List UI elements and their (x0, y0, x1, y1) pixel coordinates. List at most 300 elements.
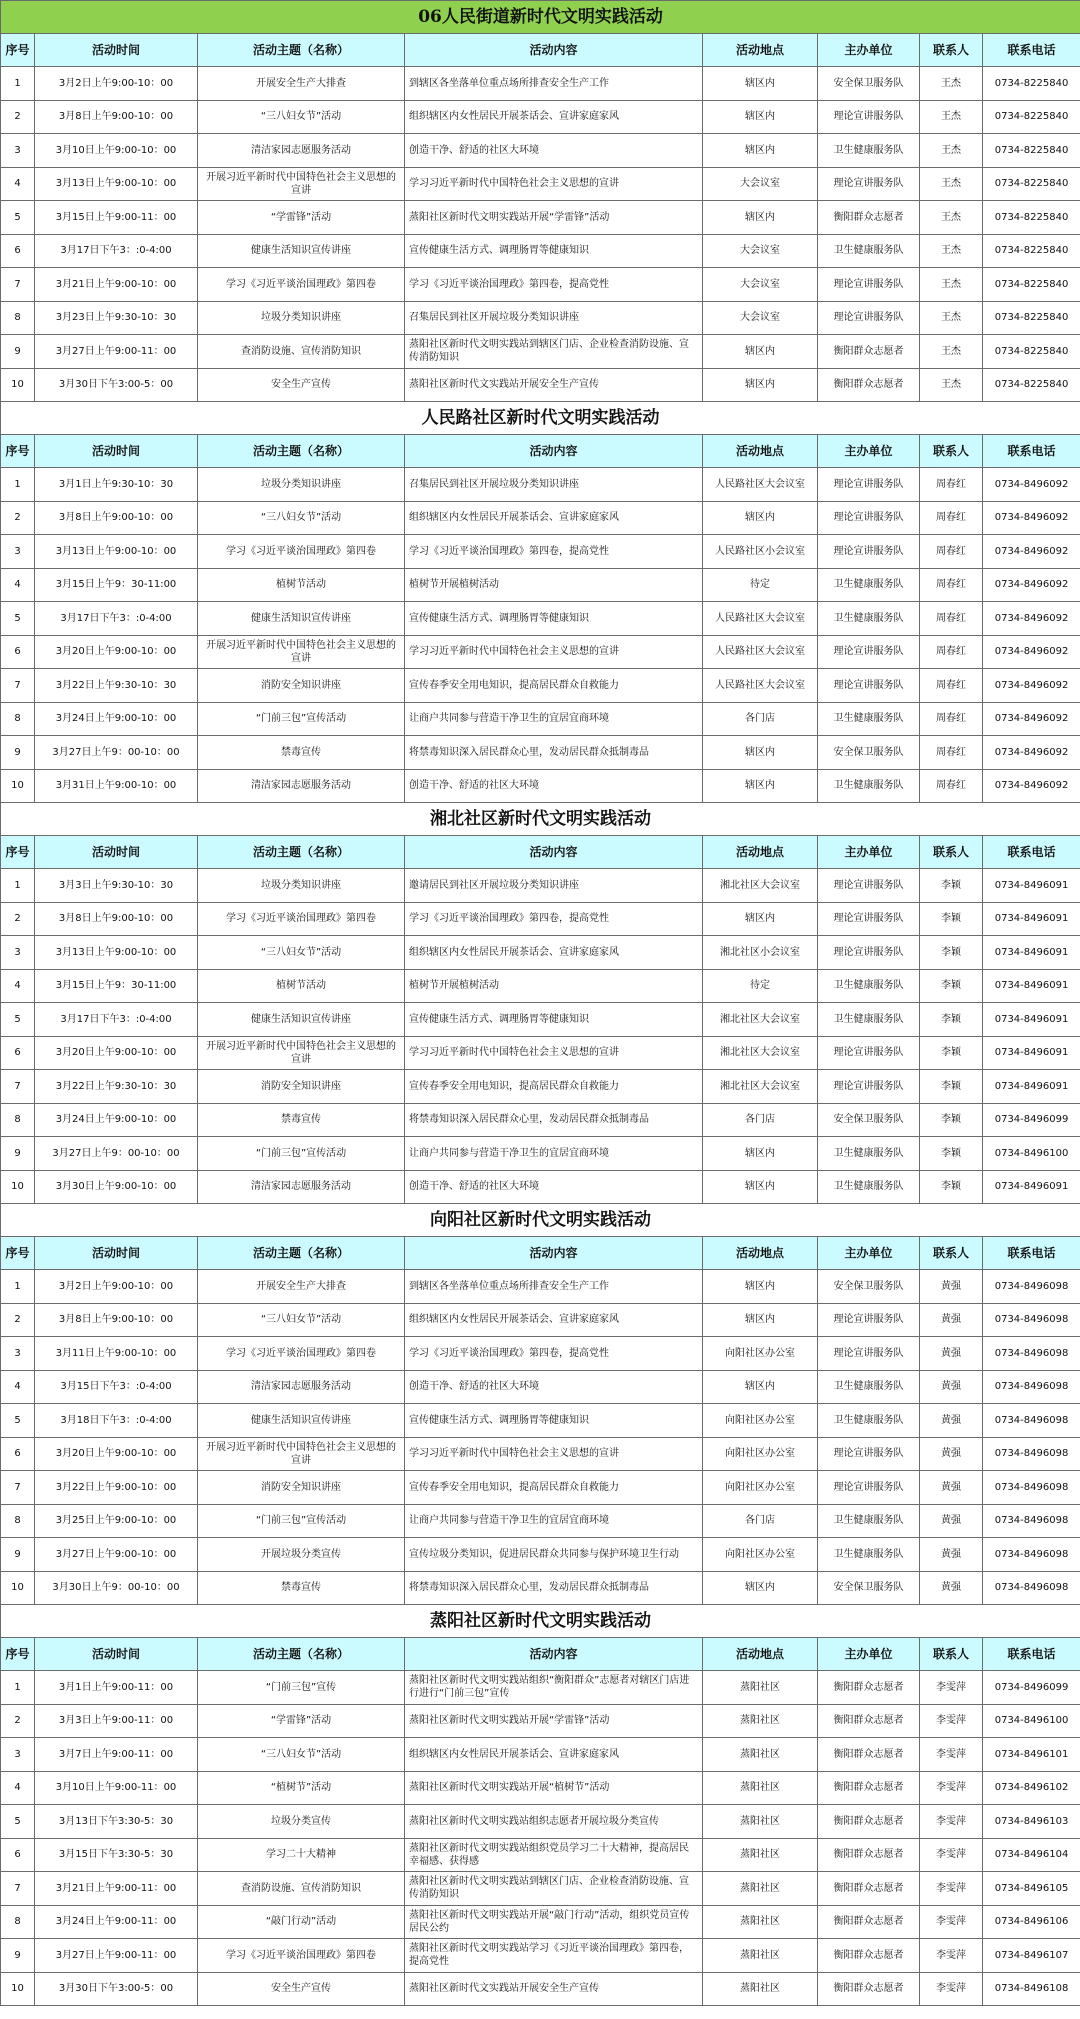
location-cell: 人民路社区大会议室 (703, 602, 818, 636)
header-phone: 联系电话 (983, 1237, 1080, 1270)
theme-cell: 健康生活知识宣传讲座 (198, 1404, 405, 1438)
content-cell: 到辖区各坐落单位重点场所排查安全生产工作 (405, 1270, 703, 1304)
table-row (1, 201, 1080, 235)
header-location: 活动地点 (703, 435, 818, 468)
time-cell: 3月8日上午9:00-10：00 (35, 501, 198, 535)
time-cell: 3月17日下午3：:0-4:00 (35, 602, 198, 636)
phone-cell: 0734-8496092 (983, 602, 1080, 636)
contact-cell: 王杰 (920, 234, 983, 268)
time-cell: 3月23日上午9:30-10：30 (35, 301, 198, 335)
location-cell: 蒸阳社区 (703, 1939, 818, 1973)
seq-cell: 1 (1, 67, 35, 101)
phone-cell: 0734-8496098 (983, 1504, 1080, 1538)
column-header-row (1, 836, 1080, 869)
time-cell: 3月1日上午9:00-11：00 (35, 1671, 198, 1705)
theme-cell: “三八妇女节”活动 (198, 1738, 405, 1772)
header-time: 活动时间 (35, 1638, 198, 1671)
table-row (1, 1036, 1080, 1070)
phone-cell: 0734-8496098 (983, 1538, 1080, 1572)
table-row (1, 1370, 1080, 1404)
location-cell: 辖区内 (703, 1170, 818, 1204)
seq-cell: 4 (1, 568, 35, 602)
contact-cell: 黄强 (920, 1270, 983, 1304)
time-cell: 3月30日下午3:00-5：00 (35, 1972, 198, 2006)
seq-cell: 2 (1, 501, 35, 535)
phone-cell: 0734-8496098 (983, 1370, 1080, 1404)
theme-cell: 健康生活知识宣传讲座 (198, 602, 405, 636)
header-organizer: 主办单位 (818, 34, 920, 67)
table-row (1, 1538, 1080, 1572)
phone-cell: 0734-8496107 (983, 1939, 1080, 1973)
theme-cell: 安全生产宣传 (198, 368, 405, 402)
seq-cell: 2 (1, 100, 35, 134)
organizer-cell: 安全保卫服务队 (818, 67, 920, 101)
header-contact: 联系人 (920, 1237, 983, 1270)
time-cell: 3月13日上午9:00-10：00 (35, 167, 198, 201)
location-cell: 向阳社区办公室 (703, 1337, 818, 1371)
time-cell: 3月27日上午9:00-10：00 (35, 1538, 198, 1572)
phone-cell: 0734-8225840 (983, 134, 1080, 168)
seq-cell: 8 (1, 1905, 35, 1939)
header-content: 活动内容 (405, 1237, 703, 1270)
phone-cell: 0734-8496091 (983, 869, 1080, 903)
contact-cell: 王杰 (920, 268, 983, 302)
location-cell: 蒸阳社区 (703, 1905, 818, 1939)
header-contact: 联系人 (920, 34, 983, 67)
table-row (1, 869, 1080, 903)
organizer-cell: 理论宣讲服务队 (818, 301, 920, 335)
theme-cell: 禁毒宣传 (198, 1103, 405, 1137)
time-cell: 3月2日上午9:00-10：00 (35, 67, 198, 101)
contact-cell: 王杰 (920, 167, 983, 201)
seq-cell: 10 (1, 1571, 35, 1605)
phone-cell: 0734-8496098 (983, 1471, 1080, 1505)
seq-cell: 3 (1, 1738, 35, 1772)
time-cell: 3月27日上午9：00-10：00 (35, 1137, 198, 1171)
theme-cell: 开展习近平新时代中国特色社会主义思想的宣讲 (198, 1036, 405, 1070)
header-theme: 活动主题（名称） (198, 836, 405, 869)
content-cell: 让商户共同参与营造干净卫生的宜居宜商环境 (405, 702, 703, 736)
time-cell: 3月13日上午9:00-10：00 (35, 936, 198, 970)
location-cell: 辖区内 (703, 335, 818, 369)
header-phone: 联系电话 (983, 435, 1080, 468)
organizer-cell: 理论宣讲服务队 (818, 1337, 920, 1371)
phone-cell: 0734-8496092 (983, 468, 1080, 502)
section-title: 湘北社区新时代文明实践活动 (1, 803, 1080, 836)
organizer-cell: 卫生健康服务队 (818, 1003, 920, 1037)
contact-cell: 周春红 (920, 568, 983, 602)
theme-cell: 学习《习近平谈治国理政》第四卷 (198, 1939, 405, 1973)
theme-cell: “三八妇女节”活动 (198, 501, 405, 535)
table-row (1, 1504, 1080, 1538)
phone-cell: 0734-8225840 (983, 67, 1080, 101)
contact-cell: 李雯萍 (920, 1738, 983, 1772)
phone-cell: 0734-8496101 (983, 1738, 1080, 1772)
theme-cell: “敲门行动”活动 (198, 1905, 405, 1939)
organizer-cell: 卫生健康服务队 (818, 1504, 920, 1538)
seq-cell: 6 (1, 1838, 35, 1872)
header-phone: 联系电话 (983, 34, 1080, 67)
content-cell: 学习习近平新时代中国特色社会主义思想的宣讲 (405, 167, 703, 201)
header-theme: 活动主题（名称） (198, 1638, 405, 1671)
organizer-cell: 衡阳群众志愿者 (818, 1972, 920, 2006)
location-cell: 向阳社区办公室 (703, 1471, 818, 1505)
content-cell: 蒸阳社区新时代文实践站开展安全生产宣传 (405, 1972, 703, 2006)
theme-cell: 垃圾分类知识讲座 (198, 869, 405, 903)
contact-cell: 李雯萍 (920, 1872, 983, 1906)
location-cell: 待定 (703, 568, 818, 602)
location-cell: 辖区内 (703, 134, 818, 168)
table-row (1, 368, 1080, 402)
organizer-cell: 安全保卫服务队 (818, 1270, 920, 1304)
contact-cell: 王杰 (920, 134, 983, 168)
theme-cell: 禁毒宣传 (198, 736, 405, 770)
theme-cell: 健康生活知识宣传讲座 (198, 234, 405, 268)
time-cell: 3月22日上午9:30-10：30 (35, 669, 198, 703)
theme-cell: 清洁家园志愿服务活动 (198, 769, 405, 803)
location-cell: 各门店 (703, 1504, 818, 1538)
theme-cell: “三八妇女节”活动 (198, 100, 405, 134)
organizer-cell: 衡阳群众志愿者 (818, 1738, 920, 1772)
theme-cell: 开展习近平新时代中国特色社会主义思想的宣讲 (198, 1437, 405, 1471)
header-location: 活动地点 (703, 1638, 818, 1671)
phone-cell: 0734-8496098 (983, 1303, 1080, 1337)
phone-cell: 0734-8496091 (983, 969, 1080, 1003)
time-cell: 3月24日上午9:00-10：00 (35, 702, 198, 736)
contact-cell: 李颖 (920, 969, 983, 1003)
header-seq: 序号 (1, 1237, 35, 1270)
theme-cell: “三八妇女节”活动 (198, 1303, 405, 1337)
theme-cell: 安全生产宣传 (198, 1972, 405, 2006)
organizer-cell: 卫生健康服务队 (818, 1170, 920, 1204)
location-cell: 蒸阳社区 (703, 1671, 818, 1705)
time-cell: 3月7日上午9:00-11：00 (35, 1738, 198, 1772)
organizer-cell: 卫生健康服务队 (818, 702, 920, 736)
location-cell: 大会议室 (703, 268, 818, 302)
location-cell: 大会议室 (703, 234, 818, 268)
phone-cell: 0734-8496106 (983, 1905, 1080, 1939)
location-cell: 蒸阳社区 (703, 1972, 818, 2006)
seq-cell: 1 (1, 1671, 35, 1705)
phone-cell: 0734-8496103 (983, 1805, 1080, 1839)
content-cell: 蒸阳社区新时代文明实践站到辖区门店、企业检查消防设施、宣传消防知识 (405, 1872, 703, 1906)
theme-cell: 学习《习近平谈治国理政》第四卷 (198, 1337, 405, 1371)
phone-cell: 0734-8496099 (983, 1103, 1080, 1137)
seq-cell: 1 (1, 869, 35, 903)
contact-cell: 黄强 (920, 1538, 983, 1572)
seq-cell: 6 (1, 1036, 35, 1070)
organizer-cell: 卫生健康服务队 (818, 969, 920, 1003)
location-cell: 蒸阳社区 (703, 1704, 818, 1738)
contact-cell: 王杰 (920, 368, 983, 402)
theme-cell: 清洁家园志愿服务活动 (198, 134, 405, 168)
contact-cell: 周春红 (920, 468, 983, 502)
theme-cell: “门前三包”宣传活动 (198, 1504, 405, 1538)
phone-cell: 0734-8496104 (983, 1838, 1080, 1872)
contact-cell: 周春红 (920, 669, 983, 703)
theme-cell: 垃圾分类知识讲座 (198, 468, 405, 502)
location-cell: 辖区内 (703, 100, 818, 134)
table-row (1, 1170, 1080, 1204)
table-row (1, 936, 1080, 970)
time-cell: 3月8日上午9:00-10：00 (35, 1303, 198, 1337)
contact-cell: 李颖 (920, 1070, 983, 1104)
phone-cell: 0734-8225840 (983, 268, 1080, 302)
phone-cell: 0734-8496105 (983, 1872, 1080, 1906)
theme-cell: 清洁家园志愿服务活动 (198, 1370, 405, 1404)
phone-cell: 0734-8496092 (983, 501, 1080, 535)
location-cell: 大会议室 (703, 167, 818, 201)
phone-cell: 0734-8225840 (983, 301, 1080, 335)
header-seq: 序号 (1, 34, 35, 67)
time-cell: 3月24日上午9:00-11：00 (35, 1905, 198, 1939)
location-cell: 湘北社区大会议室 (703, 869, 818, 903)
location-cell: 人民路社区大会议室 (703, 635, 818, 669)
time-cell: 3月20日上午9:00-10：00 (35, 1437, 198, 1471)
contact-cell: 黄强 (920, 1437, 983, 1471)
seq-cell: 7 (1, 1471, 35, 1505)
table-row (1, 234, 1080, 268)
location-cell: 辖区内 (703, 201, 818, 235)
seq-cell: 4 (1, 167, 35, 201)
organizer-cell: 理论宣讲服务队 (818, 669, 920, 703)
contact-cell: 王杰 (920, 100, 983, 134)
organizer-cell: 理论宣讲服务队 (818, 902, 920, 936)
header-contact: 联系人 (920, 836, 983, 869)
organizer-cell: 衡阳群众志愿者 (818, 1704, 920, 1738)
contact-cell: 黄强 (920, 1571, 983, 1605)
section-title-row (1, 1204, 1080, 1237)
contact-cell: 周春红 (920, 736, 983, 770)
phone-cell: 0734-8496098 (983, 1437, 1080, 1471)
organizer-cell: 衡阳群众志愿者 (818, 335, 920, 369)
phone-cell: 0734-8496100 (983, 1704, 1080, 1738)
seq-cell: 9 (1, 1939, 35, 1973)
seq-cell: 8 (1, 1504, 35, 1538)
theme-cell: 开展安全生产大排查 (198, 1270, 405, 1304)
phone-cell: 0734-8496091 (983, 1036, 1080, 1070)
header-seq: 序号 (1, 435, 35, 468)
time-cell: 3月11日上午9:00-10：00 (35, 1337, 198, 1371)
theme-cell: 查消防设施、宣传消防知识 (198, 1872, 405, 1906)
phone-cell: 0734-8225840 (983, 100, 1080, 134)
location-cell: 辖区内 (703, 1370, 818, 1404)
contact-cell: 李雯萍 (920, 1939, 983, 1973)
theme-cell: 禁毒宣传 (198, 1571, 405, 1605)
location-cell: 辖区内 (703, 1571, 818, 1605)
table-row (1, 1070, 1080, 1104)
header-seq: 序号 (1, 1638, 35, 1671)
location-cell: 向阳社区办公室 (703, 1404, 818, 1438)
organizer-cell: 衡阳群众志愿者 (818, 1771, 920, 1805)
seq-cell: 3 (1, 1337, 35, 1371)
content-cell: 蒸阳社区新时代文明实践站开展“学雷锋”活动 (405, 201, 703, 235)
header-content: 活动内容 (405, 1638, 703, 1671)
content-cell: 召集居民到社区开展垃圾分类知识讲座 (405, 468, 703, 502)
theme-cell: 开展习近平新时代中国特色社会主义思想的宣讲 (198, 167, 405, 201)
time-cell: 3月13日上午9:00-10：00 (35, 535, 198, 569)
content-cell: 植树节开展植树活动 (405, 969, 703, 1003)
phone-cell: 0734-8496108 (983, 1972, 1080, 2006)
table-row (1, 134, 1080, 168)
contact-cell: 李颖 (920, 1103, 983, 1137)
seq-cell: 10 (1, 769, 35, 803)
seq-cell: 3 (1, 936, 35, 970)
time-cell: 3月2日上午9:00-10：00 (35, 1270, 198, 1304)
seq-cell: 9 (1, 736, 35, 770)
section-title-row (1, 1605, 1080, 1638)
organizer-cell: 理论宣讲服务队 (818, 100, 920, 134)
contact-cell: 李颖 (920, 869, 983, 903)
table-row (1, 1972, 1080, 2006)
time-cell: 3月3日上午9:30-10：30 (35, 869, 198, 903)
content-cell: 宣传健康生活方式、调理肠胃等健康知识 (405, 602, 703, 636)
time-cell: 3月30日下午3:00-5：00 (35, 368, 198, 402)
contact-cell: 李雯萍 (920, 1838, 983, 1872)
contact-cell: 黄强 (920, 1404, 983, 1438)
phone-cell: 0734-8496091 (983, 936, 1080, 970)
content-cell: 让商户共同参与营造干净卫生的宜居宜商环境 (405, 1504, 703, 1538)
seq-cell: 1 (1, 468, 35, 502)
contact-cell: 李雯萍 (920, 1905, 983, 1939)
contact-cell: 李颖 (920, 1036, 983, 1070)
content-cell: 组织辖区内女性居民开展茶话会、宣讲家庭家风 (405, 501, 703, 535)
content-cell: 创造干净、舒适的社区大环境 (405, 769, 703, 803)
section-title-row (1, 803, 1080, 836)
time-cell: 3月10日上午9:00-10：00 (35, 134, 198, 168)
organizer-cell: 卫生健康服务队 (818, 1370, 920, 1404)
theme-cell: “门前三包”宣传 (198, 1671, 405, 1705)
seq-cell: 2 (1, 1704, 35, 1738)
table-row (1, 1571, 1080, 1605)
contact-cell: 周春红 (920, 501, 983, 535)
phone-cell: 0734-8496091 (983, 1070, 1080, 1104)
section-title-row (1, 1, 1080, 34)
theme-cell: 开展安全生产大排查 (198, 67, 405, 101)
organizer-cell: 理论宣讲服务队 (818, 869, 920, 903)
location-cell: 辖区内 (703, 769, 818, 803)
phone-cell: 0734-8496092 (983, 535, 1080, 569)
theme-cell: 植树节活动 (198, 969, 405, 1003)
table-row (1, 535, 1080, 569)
theme-cell: “门前三包”宣传活动 (198, 702, 405, 736)
time-cell: 3月21日上午9:00-11：00 (35, 1872, 198, 1906)
header-theme: 活动主题（名称） (198, 435, 405, 468)
time-cell: 3月21日上午9:00-10：00 (35, 268, 198, 302)
seq-cell: 4 (1, 1771, 35, 1805)
time-cell: 3月27日上午9:00-11：00 (35, 1939, 198, 1973)
theme-cell: 消防安全知识讲座 (198, 669, 405, 703)
contact-cell: 李雯萍 (920, 1805, 983, 1839)
seq-cell: 6 (1, 635, 35, 669)
content-cell: 学习《习近平谈治国理政》第四卷，提高党性 (405, 268, 703, 302)
organizer-cell: 卫生健康服务队 (818, 134, 920, 168)
contact-cell: 黄强 (920, 1370, 983, 1404)
organizer-cell: 安全保卫服务队 (818, 1571, 920, 1605)
seq-cell: 6 (1, 234, 35, 268)
time-cell: 3月30日上午9:00-10：00 (35, 1170, 198, 1204)
theme-cell: 学习《习近平谈治国理政》第四卷 (198, 535, 405, 569)
table-row (1, 902, 1080, 936)
table-row (1, 1738, 1080, 1772)
theme-cell: 学习《习近平谈治国理政》第四卷 (198, 268, 405, 302)
table-row (1, 635, 1080, 669)
seq-cell: 4 (1, 1370, 35, 1404)
theme-cell: “学雷锋”活动 (198, 201, 405, 235)
organizer-cell: 理论宣讲服务队 (818, 1036, 920, 1070)
organizer-cell: 安全保卫服务队 (818, 1103, 920, 1137)
time-cell: 3月27日上午9：00-10：00 (35, 736, 198, 770)
contact-cell: 王杰 (920, 201, 983, 235)
contact-cell: 黄强 (920, 1504, 983, 1538)
contact-cell: 周春红 (920, 769, 983, 803)
time-cell: 3月22日上午9:00-10：00 (35, 1471, 198, 1505)
time-cell: 3月15日上午9:00-11：00 (35, 201, 198, 235)
contact-cell: 周春红 (920, 535, 983, 569)
phone-cell: 0734-8225840 (983, 368, 1080, 402)
header-time: 活动时间 (35, 34, 198, 67)
content-cell: 蒸阳社区新时代文明实践站组织“衡阳群众”志愿者对辖区门店进行进行“门前三包”宣传 (405, 1671, 703, 1705)
content-cell: 将禁毒知识深入居民群众心里，发动居民群众抵制毒品 (405, 1103, 703, 1137)
seq-cell: 9 (1, 335, 35, 369)
content-cell: 蒸阳社区新时代文明实践站开展“植树节”活动 (405, 1771, 703, 1805)
table-row (1, 268, 1080, 302)
organizer-cell: 理论宣讲服务队 (818, 1070, 920, 1104)
table-body (1, 1, 1080, 2006)
seq-cell: 4 (1, 969, 35, 1003)
content-cell: 学习《习近平谈治国理政》第四卷，提高党性 (405, 1337, 703, 1371)
header-organizer: 主办单位 (818, 435, 920, 468)
header-phone: 联系电话 (983, 836, 1080, 869)
column-header-row (1, 1638, 1080, 1671)
location-cell: 辖区内 (703, 67, 818, 101)
header-time: 活动时间 (35, 435, 198, 468)
table-row (1, 100, 1080, 134)
theme-cell: 垃圾分类宣传 (198, 1805, 405, 1839)
phone-cell: 0734-8496098 (983, 1571, 1080, 1605)
seq-cell: 6 (1, 1437, 35, 1471)
header-organizer: 主办单位 (818, 1237, 920, 1270)
header-phone: 联系电话 (983, 1638, 1080, 1671)
content-cell: 宣传健康生活方式、调理肠胃等健康知识 (405, 1404, 703, 1438)
location-cell: 辖区内 (703, 501, 818, 535)
header-location: 活动地点 (703, 34, 818, 67)
table-row (1, 1872, 1080, 1906)
table-row (1, 1671, 1080, 1705)
location-cell: 辖区内 (703, 736, 818, 770)
location-cell: 大会议室 (703, 301, 818, 335)
header-seq: 序号 (1, 836, 35, 869)
header-theme: 活动主题（名称） (198, 1237, 405, 1270)
contact-cell: 王杰 (920, 67, 983, 101)
theme-cell: 查消防设施、宣传消防知识 (198, 335, 405, 369)
contact-cell: 李颖 (920, 902, 983, 936)
location-cell: 湘北社区大会议室 (703, 1070, 818, 1104)
organizer-cell: 卫生健康服务队 (818, 769, 920, 803)
organizer-cell: 衡阳群众志愿者 (818, 1838, 920, 1872)
time-cell: 3月30日上午9：00-10：00 (35, 1571, 198, 1605)
content-cell: 组织辖区内女性居民开展茶话会、宣讲家庭家风 (405, 100, 703, 134)
content-cell: 组织辖区内女性居民开展茶话会、宣讲家庭家风 (405, 936, 703, 970)
table-row (1, 1939, 1080, 1973)
contact-cell: 王杰 (920, 335, 983, 369)
header-organizer: 主办单位 (818, 1638, 920, 1671)
organizer-cell: 理论宣讲服务队 (818, 535, 920, 569)
organizer-cell: 理论宣讲服务队 (818, 468, 920, 502)
contact-cell: 周春红 (920, 602, 983, 636)
content-cell: 蒸阳社区新时代文明实践站组织党员学习二十大精神，提高居民幸福感、获得感 (405, 1838, 703, 1872)
seq-cell: 8 (1, 301, 35, 335)
